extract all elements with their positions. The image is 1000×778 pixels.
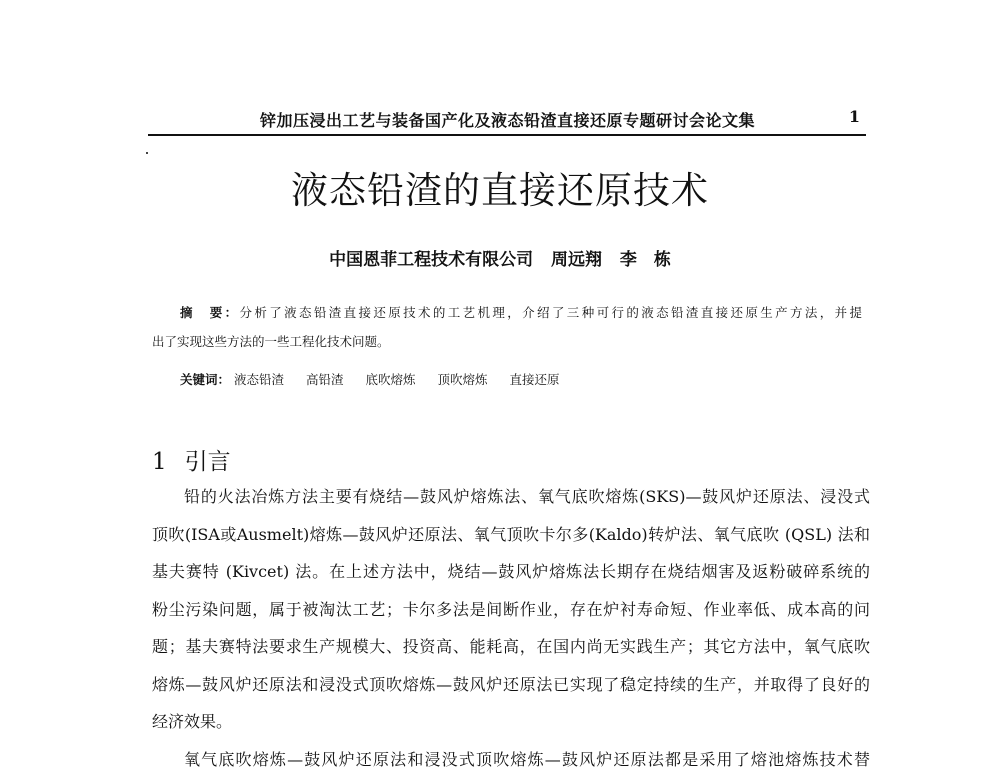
abstract-line: 出了实现这些方法的一些工程化技术问题。 bbox=[152, 327, 862, 356]
body-line: 铅的火法冶炼方法主要有烧结—鼓风炉熔炼法、氧气底吹熔炼(SKS)—鼓风炉还原法、浸没式 bbox=[152, 478, 870, 516]
keywords bbox=[180, 370, 578, 388]
body-line: 熔炼—鼓风炉还原法和浸没式顶吹熔炼—鼓风炉还原法已实现了稳定持续的生产，并取得了良好的 bbox=[152, 666, 870, 704]
body-line: 粉尘污染问题，属于被淘汰工艺；卡尔多法是间断作业，存在炉衬寿命短、作业率低、成本高的问 bbox=[152, 591, 870, 629]
keywords-label: 关键词： bbox=[180, 372, 230, 387]
author-name: 李 栋 bbox=[620, 250, 671, 270]
scan-speck bbox=[146, 152, 148, 154]
body-line: 顶吹(ISA或Ausmelt)熔炼—鼓风炉还原法、氧气顶吹卡尔多(Kaldo)转炉法、氧气底吹 (QSL) 法和 bbox=[152, 516, 870, 554]
body-line: 题；基夫赛特法要求生产规模大、投资高、能耗高，在国内尚无实践生产；其它方法中，氧气底吹 bbox=[152, 628, 870, 666]
author-name: 周远翔 bbox=[551, 250, 602, 270]
section-body bbox=[152, 478, 870, 778]
abstract-text-1: 分析了液态铅渣直接还原技术的工艺机理，介绍了三种可行的液态铅渣直接还原生产方法，并提 bbox=[240, 305, 862, 320]
abstract bbox=[152, 298, 862, 356]
section-number: 1 bbox=[152, 449, 167, 475]
keyword: 直接还原 bbox=[510, 372, 560, 387]
body-line: 氧气底吹熔炼—鼓风炉还原法和浸没式顶吹熔炼—鼓风炉还原法都是采用了熔池熔炼技术替 bbox=[152, 741, 870, 778]
abstract-label: 摘 要： bbox=[180, 305, 240, 320]
keyword: 顶吹熔炼 bbox=[438, 372, 488, 387]
author-line bbox=[0, 245, 1000, 270]
section-heading bbox=[152, 443, 231, 476]
running-header bbox=[148, 104, 866, 136]
affiliation: 中国恩菲工程技术有限公司 bbox=[329, 250, 533, 270]
keyword: 高铅渣 bbox=[306, 372, 344, 387]
body-line: 基夫赛特 (Kivcet) 法。在上述方法中，烧结—鼓风炉熔炼法长期存在烧结烟害及返粉破碎系统的 bbox=[152, 553, 870, 591]
header-title: 锌加压浸出工艺与装备国产化及液态铅渣直接还原专题研讨会论文集 bbox=[260, 108, 755, 131]
keyword: 底吹熔炼 bbox=[366, 372, 416, 387]
keyword: 液态铅渣 bbox=[234, 372, 284, 387]
paper-title: 液态铅渣的直接还原技术 bbox=[0, 160, 1000, 214]
page-number: 1 bbox=[849, 107, 860, 126]
abstract-line bbox=[152, 298, 862, 327]
section-title: 引言 bbox=[185, 449, 231, 475]
body-line: 经济效果。 bbox=[152, 703, 870, 741]
